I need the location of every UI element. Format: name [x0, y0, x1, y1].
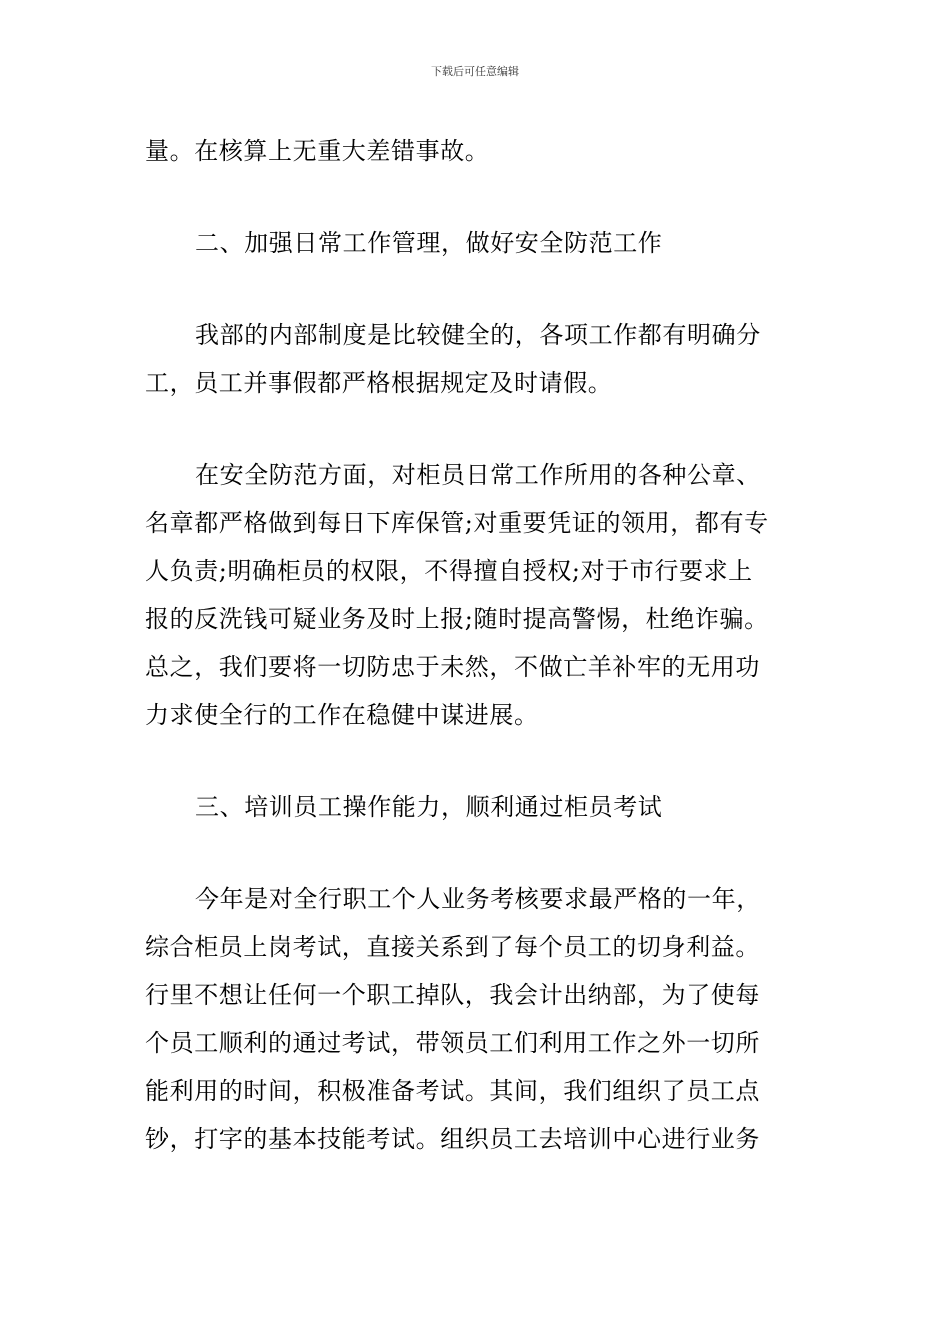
- document-body: [145, 127, 811, 1163]
- paragraph-line: 行里不想让任何一个职工掉队，我会计出纳部，为了使每: [145, 981, 760, 1009]
- paragraph-line: 报的反洗钱可疑业务及时上报;随时提高警惕，杜绝诈骗。: [145, 605, 769, 633]
- heading-line: 二、加强日常工作管理，做好安全防范工作: [195, 229, 663, 257]
- paragraph-line: 综合柜员上岗考试，直接关系到了每个员工的切身利益。: [145, 933, 760, 961]
- page-header: 下载后可任意编辑: [431, 65, 519, 78]
- paragraph-line: 能利用的时间，积极准备考试。其间，我们组织了员工点: [145, 1077, 760, 1105]
- section-heading-3: [145, 783, 811, 831]
- paragraph-3: [145, 311, 811, 407]
- paragraph-line: 在安全防范方面，对柜员日常工作所用的各种公章、: [195, 461, 761, 489]
- section-heading-2: [145, 219, 811, 267]
- paragraph-line: 总之，我们要将一切防忠于未然，不做亡羊补牢的无用功: [145, 653, 760, 681]
- paragraph-line: 工，员工并事假都严格根据规定及时请假。: [145, 369, 613, 397]
- heading-line: 三、培训员工操作能力，顺利通过柜员考试: [195, 793, 663, 821]
- paragraph-line: 钞，打字的基本技能考试。组织员工去培训中心进行业务: [145, 1125, 760, 1153]
- paragraph-1: [145, 127, 811, 175]
- paragraph-6: [145, 875, 811, 1163]
- paragraph-4: [145, 451, 811, 739]
- paragraph-line: 名章都严格做到每日下库保管;对重要凭证的领用，都有专: [145, 509, 769, 537]
- paragraph-line: 量。在核算上无重大差错事故。: [145, 137, 490, 165]
- paragraph-line: 人负责;明确柜员的权限，不得擅自授权;对于市行要求上: [145, 557, 753, 585]
- paragraph-line: 我部的内部制度是比较健全的，各项工作都有明确分: [195, 321, 761, 349]
- paragraph-line: 力求使全行的工作在稳健中谋进展。: [145, 701, 539, 729]
- paragraph-line: 今年是对全行职工个人业务考核要求最严格的一年，: [195, 885, 761, 913]
- paragraph-line: 个员工顺利的通过考试，带领员工们利用工作之外一切所: [145, 1029, 760, 1057]
